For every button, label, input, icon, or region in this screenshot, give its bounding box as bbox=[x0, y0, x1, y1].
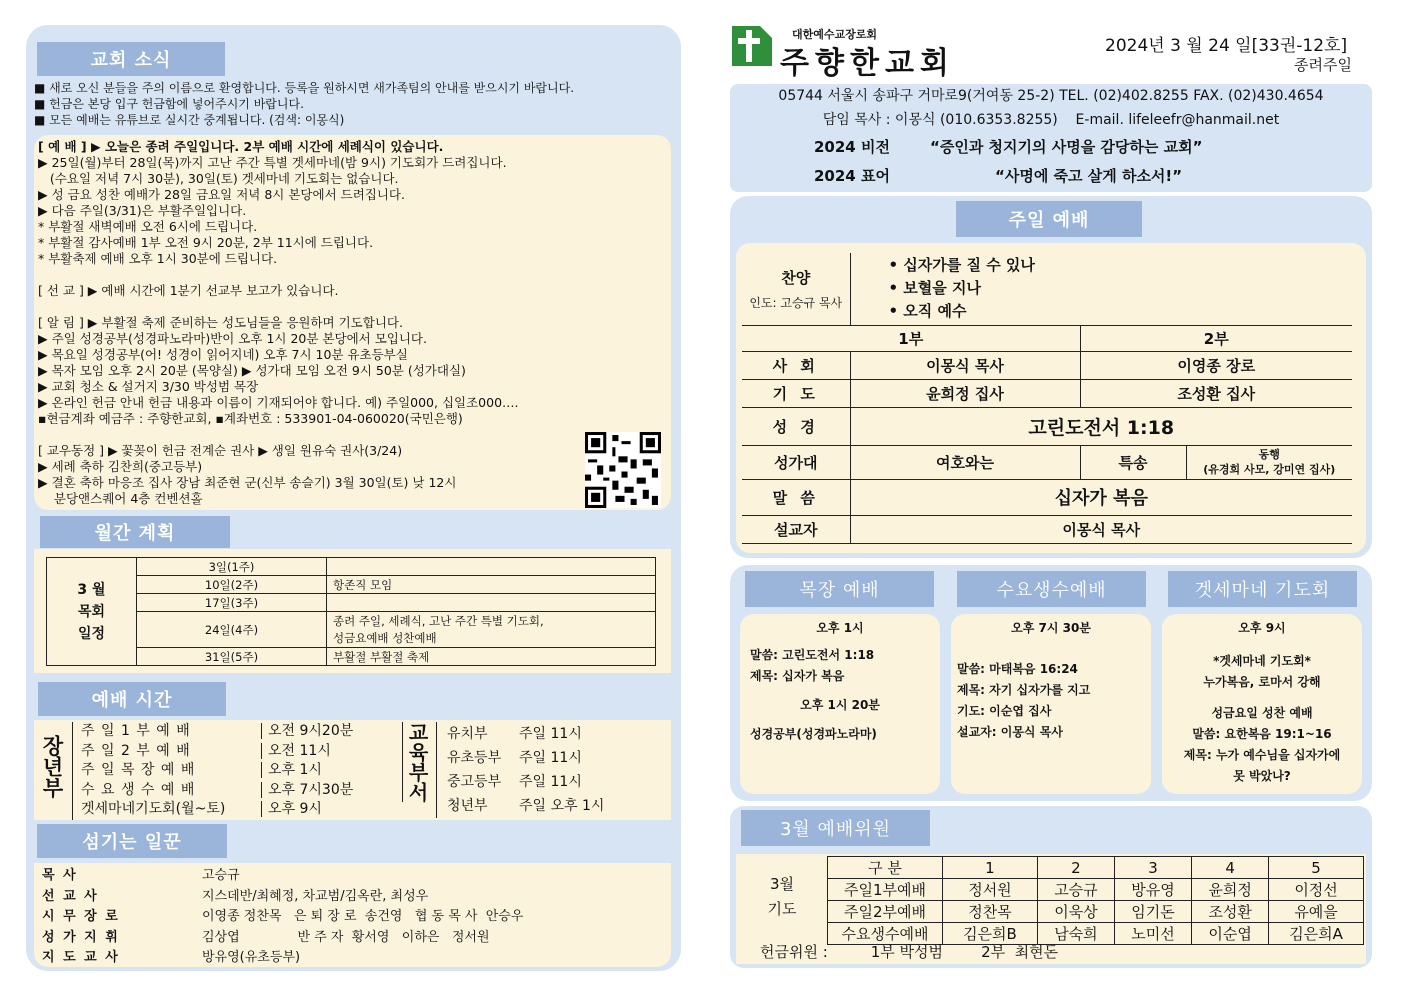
news-line bbox=[38, 299, 671, 315]
roster-label-line: 3월 bbox=[769, 875, 795, 893]
roster-cell: 김은희B bbox=[943, 923, 1038, 945]
news-line: ▶ 다음 주일(3/31)은 부활주일입니다. bbox=[38, 203, 247, 218]
service-line: 누가복음, 로마서 강해 bbox=[1203, 675, 1321, 689]
song-item: • 십자가를 질 수 있나 bbox=[888, 256, 1035, 275]
news-line: [ 선 교 ] ▶ 예배 시간에 1분기 선교부 보고가 있습니다. bbox=[38, 283, 339, 298]
edu-time: 주일 11시 bbox=[519, 750, 582, 766]
worship-table bbox=[742, 253, 1352, 544]
times-service: 주 일 2 부 예 배 bbox=[81, 742, 191, 759]
service-box bbox=[740, 614, 940, 794]
times-time: 오후 9시 bbox=[261, 801, 322, 817]
times-row bbox=[81, 761, 353, 781]
servant-role: 성 가 지 휘 bbox=[42, 929, 120, 945]
news-item: ■ 모든 예배는 유튜브로 실시간 중계됩니다. (검색: 이몽식) bbox=[34, 113, 345, 127]
worship-title: 주일 예배 bbox=[956, 201, 1142, 237]
times-time: 오전 11시 bbox=[261, 743, 331, 759]
roster-head: 2 bbox=[1037, 857, 1114, 879]
roster-cell: 이순엽 bbox=[1192, 923, 1269, 945]
sunday-name: 종려주일 bbox=[1294, 56, 1352, 74]
praise-label: 찬양 bbox=[781, 268, 811, 287]
service-line: 오후 9시 bbox=[1238, 621, 1286, 635]
special-label: 특송 bbox=[1080, 445, 1186, 479]
roster-head: 1 bbox=[943, 857, 1038, 879]
news-item: ■ 헌금은 본당 입구 헌금함에 넣어주시기 바랍니다. bbox=[34, 97, 304, 111]
role-part2: 조성환 집사 bbox=[1080, 379, 1352, 407]
service-line bbox=[1166, 693, 1358, 703]
news-line: * 부활절 새벽예배 오전 6시에 드립니다. bbox=[38, 219, 258, 234]
motto-text: “사명에 죽고 살게 하소서!” bbox=[995, 167, 1183, 185]
service-line: 말씀: 고린도전서 1:18 bbox=[750, 648, 875, 662]
servant-role: 선 교 사 bbox=[42, 888, 99, 904]
roster-head: 구 분 bbox=[828, 857, 943, 879]
service-line: 제목: 십자가 복음 bbox=[750, 669, 845, 683]
service-line: 말씀: 마태복음 16:24 bbox=[957, 662, 1078, 676]
roster-cell: 윤희정 bbox=[1192, 879, 1269, 901]
monthly-table bbox=[46, 557, 656, 666]
role-part1: 윤희정 집사 bbox=[850, 379, 1080, 407]
edu-row bbox=[447, 794, 604, 818]
times-time: 오전 9시20분 bbox=[261, 723, 353, 739]
service-line bbox=[957, 649, 1145, 659]
times-row bbox=[81, 781, 353, 801]
pastor-contact: 담임 목사 : 이몽식 (010.6353.8255) E-mail. lifeleefr@hanmail.net bbox=[822, 112, 1280, 128]
service-box bbox=[1162, 614, 1362, 794]
role-part2: 이영종 장로 bbox=[1080, 351, 1352, 379]
service-line: 오후 1시 bbox=[816, 621, 864, 635]
service-line: 오후 7시 30분 bbox=[1011, 621, 1091, 635]
times-service: 겟세마네기도회(월~토) bbox=[81, 801, 226, 817]
servant-names: 이영종 정찬목 은 퇴 장 로 송건영 협 동 목 사 안승우 bbox=[202, 909, 524, 924]
edu-dept: 중고등부 bbox=[447, 774, 502, 790]
monthly-date: 31일(5주) bbox=[137, 648, 327, 666]
times-time: 오후 7시30분 bbox=[261, 782, 353, 798]
special-title: 동행 bbox=[1258, 448, 1280, 461]
edu-dept: 유초등부 bbox=[447, 750, 502, 766]
times-service: 주 일 목 장 예 배 bbox=[81, 762, 196, 778]
roster-cell: 주일1부예배 bbox=[828, 879, 943, 901]
monthly-date: 3일(1주) bbox=[137, 558, 327, 576]
role-label: 기 도 bbox=[742, 379, 850, 407]
special-singers: (유경희 사모, 강미연 집사) bbox=[1203, 463, 1336, 476]
news-line bbox=[38, 427, 671, 443]
times-row bbox=[81, 800, 353, 820]
news-line: [ 알 림 ] ▶ 부활절 축제 준비하는 성도님들을 응원하며 기도합니다. bbox=[38, 315, 403, 330]
servant-role: 시 무 장 로 bbox=[42, 909, 120, 924]
roster-title: 3월 예배위원 bbox=[741, 810, 930, 846]
praise-cell bbox=[742, 253, 850, 325]
bulletin-date: 2024년 3 월 24 일[33권-12호] bbox=[1105, 36, 1348, 56]
service-line: 제목: 누가 예수님을 십자가에 bbox=[1183, 748, 1341, 762]
service-line bbox=[750, 687, 930, 695]
monthly-event: 종려 주일, 세례식, 고난 주간 특별 기도회, 성금요예배 성찬예배 bbox=[327, 612, 656, 648]
service-line: 오후 1시 20분 bbox=[800, 698, 880, 712]
monthly-label-line: 일정 bbox=[77, 625, 106, 642]
roster-table bbox=[827, 856, 1364, 945]
roster-cell: 노미선 bbox=[1114, 923, 1191, 945]
denomination: 대한예수교장로회 bbox=[792, 28, 878, 41]
vision-text: “증인과 청지기의 사명을 감당하는 교회” bbox=[930, 138, 1203, 156]
news-line: * 부활절 감사예배 1부 오전 9시 20분, 2부 11시에 드립니다. bbox=[38, 235, 374, 250]
edu-time: 주일 11시 bbox=[519, 774, 582, 790]
servant-names: 김상엽 반 주 자 황서영 이하은 정서원 bbox=[202, 929, 490, 945]
sermon-label: 말 씀 bbox=[742, 479, 850, 515]
service-title: 목장 예배 bbox=[745, 571, 934, 607]
service-line: 제목: 자기 십자가를 지고 bbox=[957, 683, 1091, 697]
role-part1: 이몽식 목사 bbox=[850, 351, 1080, 379]
part1-header: 1부 bbox=[742, 325, 1080, 351]
news-line: (수요일 저녁 7시 30분), 30일(토) 겟세마네 기도회는 없습니다. bbox=[38, 171, 399, 186]
edu-dept: 청년부 bbox=[447, 798, 488, 814]
roster-head: 5 bbox=[1269, 857, 1364, 879]
church-name: 주향한교회 bbox=[780, 46, 955, 81]
servant-names: 방유영(유초등부) bbox=[202, 950, 301, 965]
news-line: ▶ 세례 축하 김찬희(중고등부) bbox=[38, 459, 203, 474]
news-line: ▶ 주일 성경공부(성경파노라마)반이 오후 1시 20분 본당에서 모입니다. bbox=[38, 331, 427, 346]
monthly-date: 24일(4주) bbox=[137, 612, 327, 648]
service-line: 설교자: 이몽식 목사 bbox=[957, 725, 1063, 739]
scripture: 고린도전서 1:18 bbox=[850, 407, 1352, 445]
servant-row bbox=[42, 948, 671, 969]
monthly-title: 월간 계획 bbox=[40, 516, 230, 548]
roster-cell: 남숙희 bbox=[1037, 923, 1114, 945]
offering-ushers: 헌금위원 : 1부 박성범 2부 최현돈 bbox=[760, 943, 1059, 961]
vision-label: 2024 비전 bbox=[814, 138, 890, 156]
news-line: * 부활축제 예배 오후 1시 30분에 드립니다. bbox=[38, 251, 278, 266]
special-song bbox=[1186, 445, 1352, 479]
roster-cell: 정서원 bbox=[943, 879, 1038, 901]
servant-row bbox=[42, 866, 671, 887]
monthly-event: 항존직 모임 bbox=[327, 576, 656, 594]
times-time: 오후 1시 bbox=[261, 762, 322, 778]
service-line: 말씀: 요한복음 19:1~16 bbox=[1192, 727, 1332, 741]
praise-leader: 인도: 고승규 목사 bbox=[749, 295, 843, 310]
news-line bbox=[38, 267, 671, 283]
news-line: ▶ 성 금요 성찬 예배가 28일 금요일 저녁 8시 본당에서 드려집니다. bbox=[38, 187, 405, 202]
roster-head: 4 bbox=[1192, 857, 1269, 879]
edu-row bbox=[447, 746, 604, 770]
roster-cell: 고승규 bbox=[1037, 879, 1114, 901]
service-line: 성경공부(성경파노라마) bbox=[750, 727, 877, 741]
roster-label bbox=[742, 872, 822, 922]
news-item: ■ 새로 오신 분들을 주의 이름으로 환영합니다. 등록을 원하시면 새가족팀의 안내를 받으시기 바랍니다. bbox=[34, 81, 575, 95]
songs-cell bbox=[850, 253, 1352, 325]
news-line: [ 예 배 ] ▶ 오늘은 종려 주일입니다. 2부 예배 시간에 세례식이 있습니다. bbox=[38, 139, 444, 154]
news-title: 교회 소식 bbox=[37, 42, 225, 76]
news-body bbox=[34, 135, 671, 510]
monthly-label-line: 목회 bbox=[77, 603, 106, 620]
news-items bbox=[34, 80, 674, 128]
times-right bbox=[436, 722, 604, 818]
news-line: ▶ 목자 모임 오후 2시 20분 (목양실) ▶ 성가대 모임 오전 9시 50분 (성가대실) bbox=[38, 363, 466, 378]
song-item: • 오직 예수 bbox=[888, 302, 967, 321]
times-service: 수 요 생 수 예 배 bbox=[81, 781, 196, 798]
times-side-adult: 장년부 bbox=[40, 735, 64, 798]
roster-head: 3 bbox=[1114, 857, 1191, 879]
edu-dept: 유치부 bbox=[447, 726, 488, 742]
roster-cell: 방유영 bbox=[1114, 879, 1191, 901]
news-line: ▶ 온라인 헌금 안내 헌금 내용과 이름이 기재되어야 합니다. 예) 주일000, 십일조000…. bbox=[38, 395, 519, 410]
news-line: ▪현금계좌 예금주 : 주향한교회, ▪계좌번호 : 533901-04-060020(국민은행) bbox=[38, 411, 463, 426]
servant-row bbox=[42, 907, 671, 928]
service-line bbox=[957, 639, 1145, 649]
times-service: 주 일 1 부 예 배 bbox=[81, 723, 191, 739]
servant-names: 고승규 bbox=[202, 868, 240, 883]
servant-names: 지스데반/최혜정, 차교범/김옥란, 최성우 bbox=[202, 888, 429, 904]
servant-role: 지 도 교 사 bbox=[42, 950, 120, 965]
servant-row bbox=[42, 887, 671, 908]
news-line: 분당앤스퀘어 4층 컨벤션홀 bbox=[38, 491, 203, 506]
roster-cell: 이욱상 bbox=[1037, 901, 1114, 923]
service-line: *겟세마네 기도회* bbox=[1213, 654, 1311, 668]
church-address: 05744 서울시 송파구 거마로9(거여동 25-2) TEL. (02)402.8255 FAX. (02)430.4654 bbox=[778, 88, 1324, 104]
monthly-date: 10일(2주) bbox=[137, 576, 327, 594]
service-title: 겟세마네 기도회 bbox=[1168, 571, 1357, 607]
song-item: • 보혈을 지나 bbox=[888, 279, 981, 298]
news-line: ▶ 결혼 축하 마응조 집사 장남 최준현 군(신부 송슬기) 3월 30일(토) 낮 12시 bbox=[38, 475, 457, 490]
roster-cell: 김은희A bbox=[1269, 923, 1364, 945]
edu-time: 주일 오후 1시 bbox=[519, 798, 605, 814]
church-logo-icon bbox=[730, 24, 774, 68]
news-line: ▶ 25일(월)부터 28일(목)까지 고난 주간 특별 겟세마네(밤 9시) 기도회가 드려집니다. bbox=[38, 155, 507, 170]
scripture-label: 성 경 bbox=[742, 407, 850, 445]
choir-label: 성가대 bbox=[742, 445, 850, 479]
part2-header: 2부 bbox=[1080, 325, 1352, 351]
qr-code-icon[interactable] bbox=[585, 432, 661, 508]
roster-cell: 조성환 bbox=[1192, 901, 1269, 923]
times-row bbox=[81, 722, 353, 742]
motto-label: 2024 표어 bbox=[814, 167, 890, 185]
choir-song: 여호와는 bbox=[850, 445, 1080, 479]
edu-time: 주일 11시 bbox=[519, 726, 582, 742]
edu-row bbox=[447, 770, 604, 794]
service-line bbox=[1166, 639, 1358, 651]
roster-label-line: 기도 bbox=[767, 900, 797, 918]
monthly-date: 17일(3주) bbox=[137, 594, 327, 612]
roster-cell: 유예을 bbox=[1269, 901, 1364, 923]
servant-row bbox=[42, 928, 671, 949]
roster-cell: 이정선 bbox=[1269, 879, 1364, 901]
preacher: 이몽식 목사 bbox=[850, 515, 1352, 543]
servants-box bbox=[34, 863, 671, 967]
monthly-event bbox=[327, 594, 656, 612]
times-row bbox=[81, 742, 353, 762]
times-left bbox=[72, 722, 353, 820]
edu-row bbox=[447, 722, 604, 746]
preacher-label: 설교자 bbox=[742, 515, 850, 543]
roster-cell: 수요생수예배 bbox=[828, 923, 943, 945]
news-line: ▶ 목요일 성경공부(어! 성경이 읽어지네) 오후 7시 10분 유초등부실 bbox=[38, 347, 408, 362]
roster-cell: 정찬목 bbox=[943, 901, 1038, 923]
monthly-event: 부활절 부활절 축제 bbox=[327, 648, 656, 666]
sermon-title: 십자가 복음 bbox=[850, 479, 1352, 515]
service-line bbox=[750, 716, 930, 724]
roster-cell: 임기돈 bbox=[1114, 901, 1191, 923]
news-line: ▶ 교회 청소 & 설거지 3/30 박성범 목장 bbox=[38, 379, 259, 394]
monthly-event bbox=[327, 558, 656, 576]
service-box bbox=[951, 614, 1151, 794]
service-line: 성금요일 성찬 예배 bbox=[1211, 706, 1313, 720]
service-line: 못 박았나? bbox=[1233, 769, 1291, 783]
times-title: 예배 시간 bbox=[38, 682, 226, 716]
roster-cell: 주일2부예배 bbox=[828, 901, 943, 923]
role-label: 사 회 bbox=[742, 351, 850, 379]
servants-title: 섬기는 일꾼 bbox=[37, 824, 227, 858]
servant-role: 목 사 bbox=[42, 868, 78, 883]
service-line: 기도: 이순엽 집사 bbox=[957, 704, 1052, 718]
monthly-label bbox=[47, 558, 137, 666]
service-title: 수요생수예배 bbox=[957, 571, 1146, 607]
monthly-label-line: 3 월 bbox=[77, 581, 106, 598]
news-line: [ 교우동정 ] ▶ 꽃꽂이 헌금 전계순 권사 ▶ 생일 원유숙 권사(3/24) bbox=[38, 443, 403, 458]
times-side-edu: 교육부서 bbox=[402, 722, 428, 802]
